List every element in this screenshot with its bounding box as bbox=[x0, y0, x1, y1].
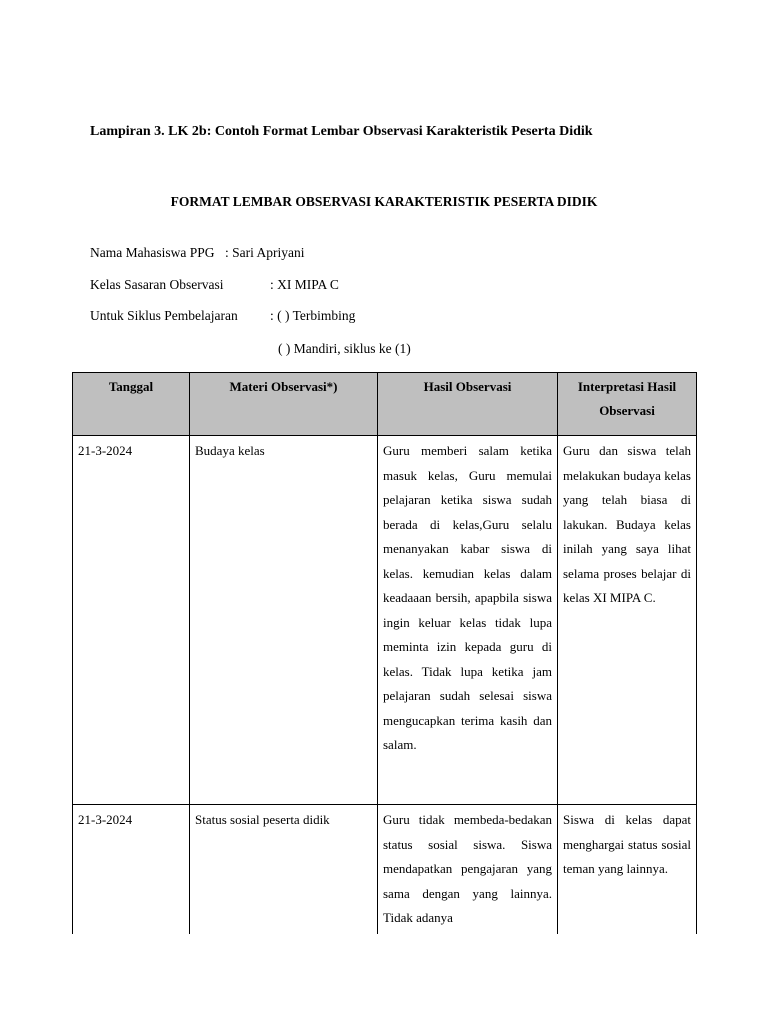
cell-tanggal: 21-3-2024 bbox=[73, 805, 190, 934]
siklus-value: : ( ) Terbimbing bbox=[270, 308, 356, 323]
header-tanggal: Tanggal bbox=[73, 373, 190, 436]
observation-table bbox=[72, 372, 697, 934]
cell-tanggal: 21-3-2024 bbox=[73, 436, 190, 805]
siklus-label: Untuk Siklus Pembelajaran bbox=[90, 308, 238, 323]
header-materi: Materi Observasi*) bbox=[190, 373, 378, 436]
mandiri-value: ( ) Mandiri, siklus ke (1) bbox=[278, 341, 411, 356]
table-row bbox=[73, 805, 697, 934]
cell-hasil: Guru memberi salam ketika masuk kelas, Guru memulai pelajaran ketika siswa sudah berada di kelas,Guru selalu menanyakan kabar siswa di kelas. kemudian kelas dalam keadaaan bersih, apapbila siswa ingin keluar kelas tidak lupa meminta izin kepada guru di kelas. Tidak lupa ketika jam pelajaran sudah selesai siswa mengucapkan terima kasih dan salam. bbox=[378, 436, 558, 805]
nama-value: : Sari Apriyani bbox=[225, 245, 305, 260]
kelas-value: : XI MIPA C bbox=[270, 277, 339, 292]
appendix-heading: Lampiran 3. LK 2b: Contoh Format Lembar Observasi Karakteristik Peserta Didik bbox=[90, 124, 593, 139]
cell-interpretasi: Siswa di kelas dapat menghargai status sosial teman yang lainnya. bbox=[558, 805, 697, 934]
header-interpretasi: Interpretasi Hasil Observasi bbox=[558, 373, 697, 436]
form-title: FORMAT LEMBAR OBSERVASI KARAKTERISTIK PESERTA DIDIK bbox=[170, 194, 598, 209]
header-hasil: Hasil Observasi bbox=[378, 373, 558, 436]
table-row bbox=[73, 436, 697, 805]
nama-label: Nama Mahasiswa PPG bbox=[90, 245, 215, 260]
cell-hasil: Guru tidak membeda-bedakan status sosial siswa. Siswa mendapatkan pengajaran yang sama dengan yang lainnya. Tidak adanya bbox=[378, 805, 558, 934]
cell-interpretasi: Guru dan siswa telah melakukan budaya kelas yang telah biasa di lakukan. Budaya kelas inilah yang saya lihat selama proses belajar di kelas XI MIPA C. bbox=[558, 436, 697, 805]
cell-materi: Status sosial peserta didik bbox=[190, 805, 378, 934]
table-header-row bbox=[73, 373, 697, 436]
kelas-label: Kelas Sasaran Observasi bbox=[90, 277, 224, 292]
cell-materi: Budaya kelas bbox=[190, 436, 378, 805]
